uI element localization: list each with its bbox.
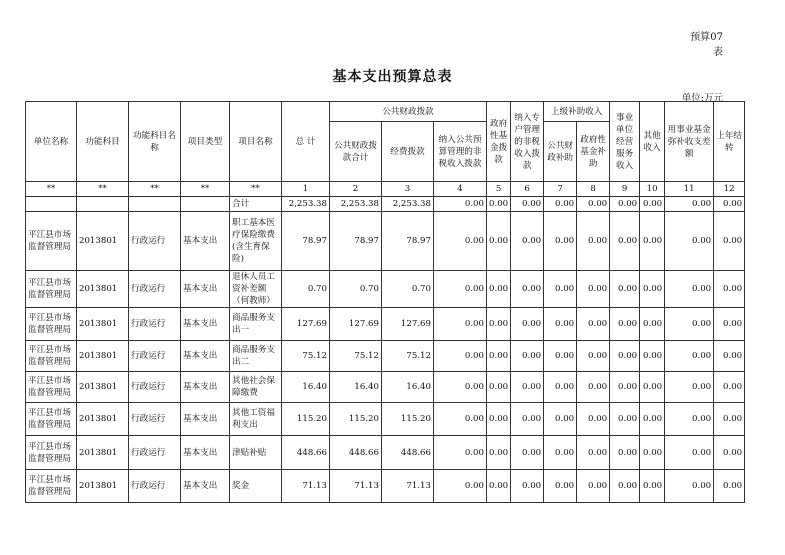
amount-cell: 0.00 <box>714 436 745 470</box>
amount-cell: 127.69 <box>282 308 330 341</box>
amount-cell: 0.00 <box>511 212 544 271</box>
table-row <box>26 372 745 403</box>
total-cell: 0.00 <box>511 197 544 212</box>
amount-cell: 0.00 <box>511 271 544 308</box>
total-cell: 0.00 <box>434 197 487 212</box>
unit-name-cell: 平江县市场监督管理局 <box>26 212 77 271</box>
amount-cell: 75.12 <box>282 341 330 372</box>
func-code-cell: 2013801 <box>77 372 129 403</box>
total-cell: 0.00 <box>714 197 745 212</box>
amount-cell: 448.66 <box>282 436 330 470</box>
col-func-subject-name: 功能科目名称 <box>129 102 181 182</box>
amount-cell: 0.00 <box>544 341 577 372</box>
project-name-cell: 津贴补贴 <box>230 436 282 470</box>
index-cell: 10 <box>640 182 665 197</box>
total-cell: 0.00 <box>640 197 665 212</box>
unit-name-cell: 平江县市场监督管理局 <box>26 470 77 503</box>
amount-cell: 0.00 <box>610 341 640 372</box>
index-cell: 6 <box>511 182 544 197</box>
amount-cell: 0.00 <box>487 341 511 372</box>
project-type-cell: 基本支出 <box>181 212 230 271</box>
amount-cell: 0.00 <box>577 341 610 372</box>
col-project-name: 项目名称 <box>230 102 282 182</box>
project-type-cell: 基本支出 <box>181 308 230 341</box>
amount-cell: 0.00 <box>640 403 665 436</box>
table-row <box>26 212 745 271</box>
project-name-cell: 商品服务支出一 <box>230 308 282 341</box>
index-cell: 4 <box>434 182 487 197</box>
col-biz-income: 事业单位经营服务收入 <box>610 102 640 182</box>
index-cell: ** <box>181 182 230 197</box>
table-row <box>26 436 745 470</box>
col-last-year: 上年结转 <box>714 102 745 182</box>
project-type-cell: 基本支出 <box>181 372 230 403</box>
amount-cell: 0.00 <box>610 212 640 271</box>
amount-cell: 0.00 <box>487 436 511 470</box>
func-subject-cell: 行政运行 <box>129 341 181 372</box>
amount-cell: 0.00 <box>640 212 665 271</box>
budget-table <box>25 101 745 503</box>
amount-cell: 127.69 <box>330 308 382 341</box>
project-type-cell: 基本支出 <box>181 403 230 436</box>
amount-cell: 0.00 <box>665 341 714 372</box>
func-code-cell: 2013801 <box>77 436 129 470</box>
amount-cell: 0.00 <box>640 341 665 372</box>
col-other-income: 其他收入 <box>640 102 665 182</box>
project-type-cell: 基本支出 <box>181 436 230 470</box>
amount-cell: 0.00 <box>434 341 487 372</box>
func-subject-cell: 行政运行 <box>129 403 181 436</box>
table-row <box>26 470 745 503</box>
amount-cell: 0.00 <box>434 403 487 436</box>
amount-cell: 0.00 <box>640 436 665 470</box>
project-type-cell: 基本支出 <box>181 341 230 372</box>
amount-cell: 0.00 <box>511 372 544 403</box>
amount-cell: 0.00 <box>714 271 745 308</box>
col-upper-public: 公共财政补助 <box>544 122 577 182</box>
amount-cell: 127.69 <box>382 308 434 341</box>
total-cell: 2,253.38 <box>382 197 434 212</box>
amount-cell: 115.20 <box>330 403 382 436</box>
form-code <box>683 30 723 60</box>
total-cell: 0.00 <box>487 197 511 212</box>
amount-cell: 0.00 <box>434 372 487 403</box>
amount-cell: 71.13 <box>382 470 434 503</box>
amount-cell: 0.00 <box>544 470 577 503</box>
col-pf-nontax: 纳入公共预算管理的非税收入拨款 <box>434 122 487 182</box>
total-cell: 0.00 <box>610 197 640 212</box>
total-cell: 2,253.38 <box>282 197 330 212</box>
amount-cell: 0.00 <box>577 372 610 403</box>
amount-cell: 0.00 <box>577 403 610 436</box>
amount-cell: 0.00 <box>544 436 577 470</box>
index-cell: 8 <box>577 182 610 197</box>
col-public-fiscal: 公共财政拨款 <box>330 102 487 122</box>
header-row-1 <box>26 102 745 122</box>
amount-cell: 71.13 <box>282 470 330 503</box>
page-title: 基本支出预算总表 <box>332 69 453 85</box>
unit-name-cell: 平江县市场监督管理局 <box>26 403 77 436</box>
func-subject-cell: 行政运行 <box>129 212 181 271</box>
col-unit-name: 单位名称 <box>26 102 77 182</box>
amount-cell: 0.00 <box>487 403 511 436</box>
amount-cell: 78.97 <box>330 212 382 271</box>
amount-cell: 0.00 <box>610 308 640 341</box>
func-subject-cell: 行政运行 <box>129 436 181 470</box>
table-row <box>26 271 745 308</box>
table-row <box>26 341 745 372</box>
index-cell: 5 <box>487 182 511 197</box>
amount-cell: 0.00 <box>610 436 640 470</box>
amount-cell: 0.00 <box>487 212 511 271</box>
form-code-line2: 表 <box>713 47 723 58</box>
amount-cell: 0.00 <box>511 308 544 341</box>
col-fin-nontax: 纳入专户管理的非税收入拨款 <box>511 102 544 182</box>
amount-cell: 0.00 <box>544 372 577 403</box>
func-code-cell: 2013801 <box>77 341 129 372</box>
col-project-type: 项目类型 <box>181 102 230 182</box>
col-pf-funding: 经费拨款 <box>382 122 434 182</box>
amount-cell: 16.40 <box>282 372 330 403</box>
project-name-cell: 职工基本医疗保险缴费(含生育保险) <box>230 212 282 271</box>
amount-cell: 0.00 <box>577 308 610 341</box>
amount-cell: 78.97 <box>282 212 330 271</box>
amount-cell: 0.00 <box>714 308 745 341</box>
index-cell: 12 <box>714 182 745 197</box>
col-gov-fund: 政府性基金拨款 <box>487 102 511 182</box>
amount-cell: 0.00 <box>665 308 714 341</box>
amount-cell: 0.00 <box>434 308 487 341</box>
amount-cell: 0.00 <box>610 271 640 308</box>
amount-cell: 0.00 <box>434 436 487 470</box>
index-cell: 1 <box>282 182 330 197</box>
amount-cell: 0.00 <box>544 271 577 308</box>
unit-name-cell: 平江县市场监督管理局 <box>26 436 77 470</box>
amount-cell: 0.00 <box>434 212 487 271</box>
func-subject-cell: 行政运行 <box>129 271 181 308</box>
col-upper-subsidy: 上级补助收入 <box>544 102 610 122</box>
data-rows <box>26 212 745 503</box>
amount-cell: 75.12 <box>382 341 434 372</box>
func-subject-cell: 行政运行 <box>129 308 181 341</box>
amount-cell: 0.70 <box>282 271 330 308</box>
amount-cell: 0.00 <box>665 372 714 403</box>
table-row <box>26 403 745 436</box>
amount-cell: 0.00 <box>665 436 714 470</box>
func-code-cell: 2013801 <box>77 308 129 341</box>
amount-cell: 0.00 <box>610 403 640 436</box>
amount-cell: 75.12 <box>330 341 382 372</box>
total-cell: 0.00 <box>544 197 577 212</box>
project-name-cell: 退休人员工资补差额（何教师） <box>230 271 282 308</box>
total-cell: 2,253.38 <box>330 197 382 212</box>
amount-cell: 71.13 <box>330 470 382 503</box>
func-code-cell: 2013801 <box>77 470 129 503</box>
total-cell: 0.00 <box>577 197 610 212</box>
index-cell: 11 <box>665 182 714 197</box>
index-cell: 2 <box>330 182 382 197</box>
unit-name-cell: 平江县市场监督管理局 <box>26 271 77 308</box>
unit-name-cell: 平江县市场监督管理局 <box>26 341 77 372</box>
amount-cell: 0.00 <box>577 470 610 503</box>
func-code-cell: 2013801 <box>77 271 129 308</box>
func-code-cell: 2013801 <box>77 403 129 436</box>
amount-cell: 0.00 <box>577 271 610 308</box>
unit-label: 单位:万元 <box>681 93 723 104</box>
index-cell: ** <box>129 182 181 197</box>
unit-name-cell: 平江县市场监督管理局 <box>26 372 77 403</box>
project-type-cell: 基本支出 <box>181 271 230 308</box>
amount-cell: 115.20 <box>282 403 330 436</box>
amount-cell: 0.00 <box>487 470 511 503</box>
amount-cell: 0.00 <box>714 470 745 503</box>
amount-cell: 0.00 <box>665 271 714 308</box>
amount-cell: 0.00 <box>487 271 511 308</box>
amount-cell: 16.40 <box>382 372 434 403</box>
project-name-cell: 商品服务支出二 <box>230 341 282 372</box>
index-cell: 3 <box>382 182 434 197</box>
amount-cell: 0.00 <box>665 470 714 503</box>
amount-cell: 0.00 <box>640 308 665 341</box>
index-row <box>26 182 745 197</box>
col-func-subject: 功能科目 <box>77 102 129 182</box>
col-pf-total: 公共财政拨款合计 <box>330 122 382 182</box>
func-subject-cell: 行政运行 <box>129 470 181 503</box>
project-name-cell: 其他工资福利支出 <box>230 403 282 436</box>
amount-cell: 0.00 <box>544 403 577 436</box>
amount-cell: 16.40 <box>330 372 382 403</box>
amount-cell: 0.00 <box>544 308 577 341</box>
total-cell: 0.00 <box>665 197 714 212</box>
unit-name-cell: 平江县市场监督管理局 <box>26 308 77 341</box>
amount-cell: 0.00 <box>610 470 640 503</box>
index-cell: 9 <box>610 182 640 197</box>
amount-cell: 0.00 <box>487 372 511 403</box>
amount-cell: 0.00 <box>487 308 511 341</box>
index-cell: ** <box>230 182 282 197</box>
amount-cell: 448.66 <box>330 436 382 470</box>
total-row <box>26 197 745 212</box>
project-name-cell: 其他社会保障缴费 <box>230 372 282 403</box>
func-code-cell: 2013801 <box>77 212 129 271</box>
amount-cell: 0.00 <box>640 271 665 308</box>
amount-cell: 78.97 <box>382 212 434 271</box>
amount-cell: 0.00 <box>511 403 544 436</box>
amount-cell: 0.00 <box>665 212 714 271</box>
form-code-line1: 预算07 <box>690 32 723 43</box>
amount-cell: 0.00 <box>640 470 665 503</box>
amount-cell: 0.00 <box>434 470 487 503</box>
amount-cell: 0.00 <box>434 271 487 308</box>
amount-cell: 0.70 <box>330 271 382 308</box>
amount-cell: 0.00 <box>640 372 665 403</box>
amount-cell: 115.20 <box>382 403 434 436</box>
amount-cell: 0.00 <box>665 403 714 436</box>
col-upper-fund: 政府性基金补助 <box>577 122 610 182</box>
amount-cell: 0.00 <box>714 372 745 403</box>
index-cell: ** <box>77 182 129 197</box>
amount-cell: 0.00 <box>577 436 610 470</box>
col-total: 总 计 <box>282 102 330 182</box>
amount-cell: 0.00 <box>511 436 544 470</box>
amount-cell: 0.00 <box>610 372 640 403</box>
amount-cell: 0.00 <box>511 341 544 372</box>
func-subject-cell: 行政运行 <box>129 372 181 403</box>
total-label: 合计 <box>230 197 282 212</box>
amount-cell: 448.66 <box>382 436 434 470</box>
index-cell: ** <box>26 182 77 197</box>
index-cell: 7 <box>544 182 577 197</box>
project-name-cell: 奖金 <box>230 470 282 503</box>
project-type-cell: 基本支出 <box>181 470 230 503</box>
amount-cell: 0.00 <box>544 212 577 271</box>
amount-cell: 0.00 <box>714 212 745 271</box>
amount-cell: 0.70 <box>382 271 434 308</box>
table-row <box>26 308 745 341</box>
col-biz-fund: 用事业基金弥补收支差额 <box>665 102 714 182</box>
amount-cell: 0.00 <box>714 403 745 436</box>
amount-cell: 0.00 <box>511 470 544 503</box>
amount-cell: 0.00 <box>577 212 610 271</box>
amount-cell: 0.00 <box>714 341 745 372</box>
